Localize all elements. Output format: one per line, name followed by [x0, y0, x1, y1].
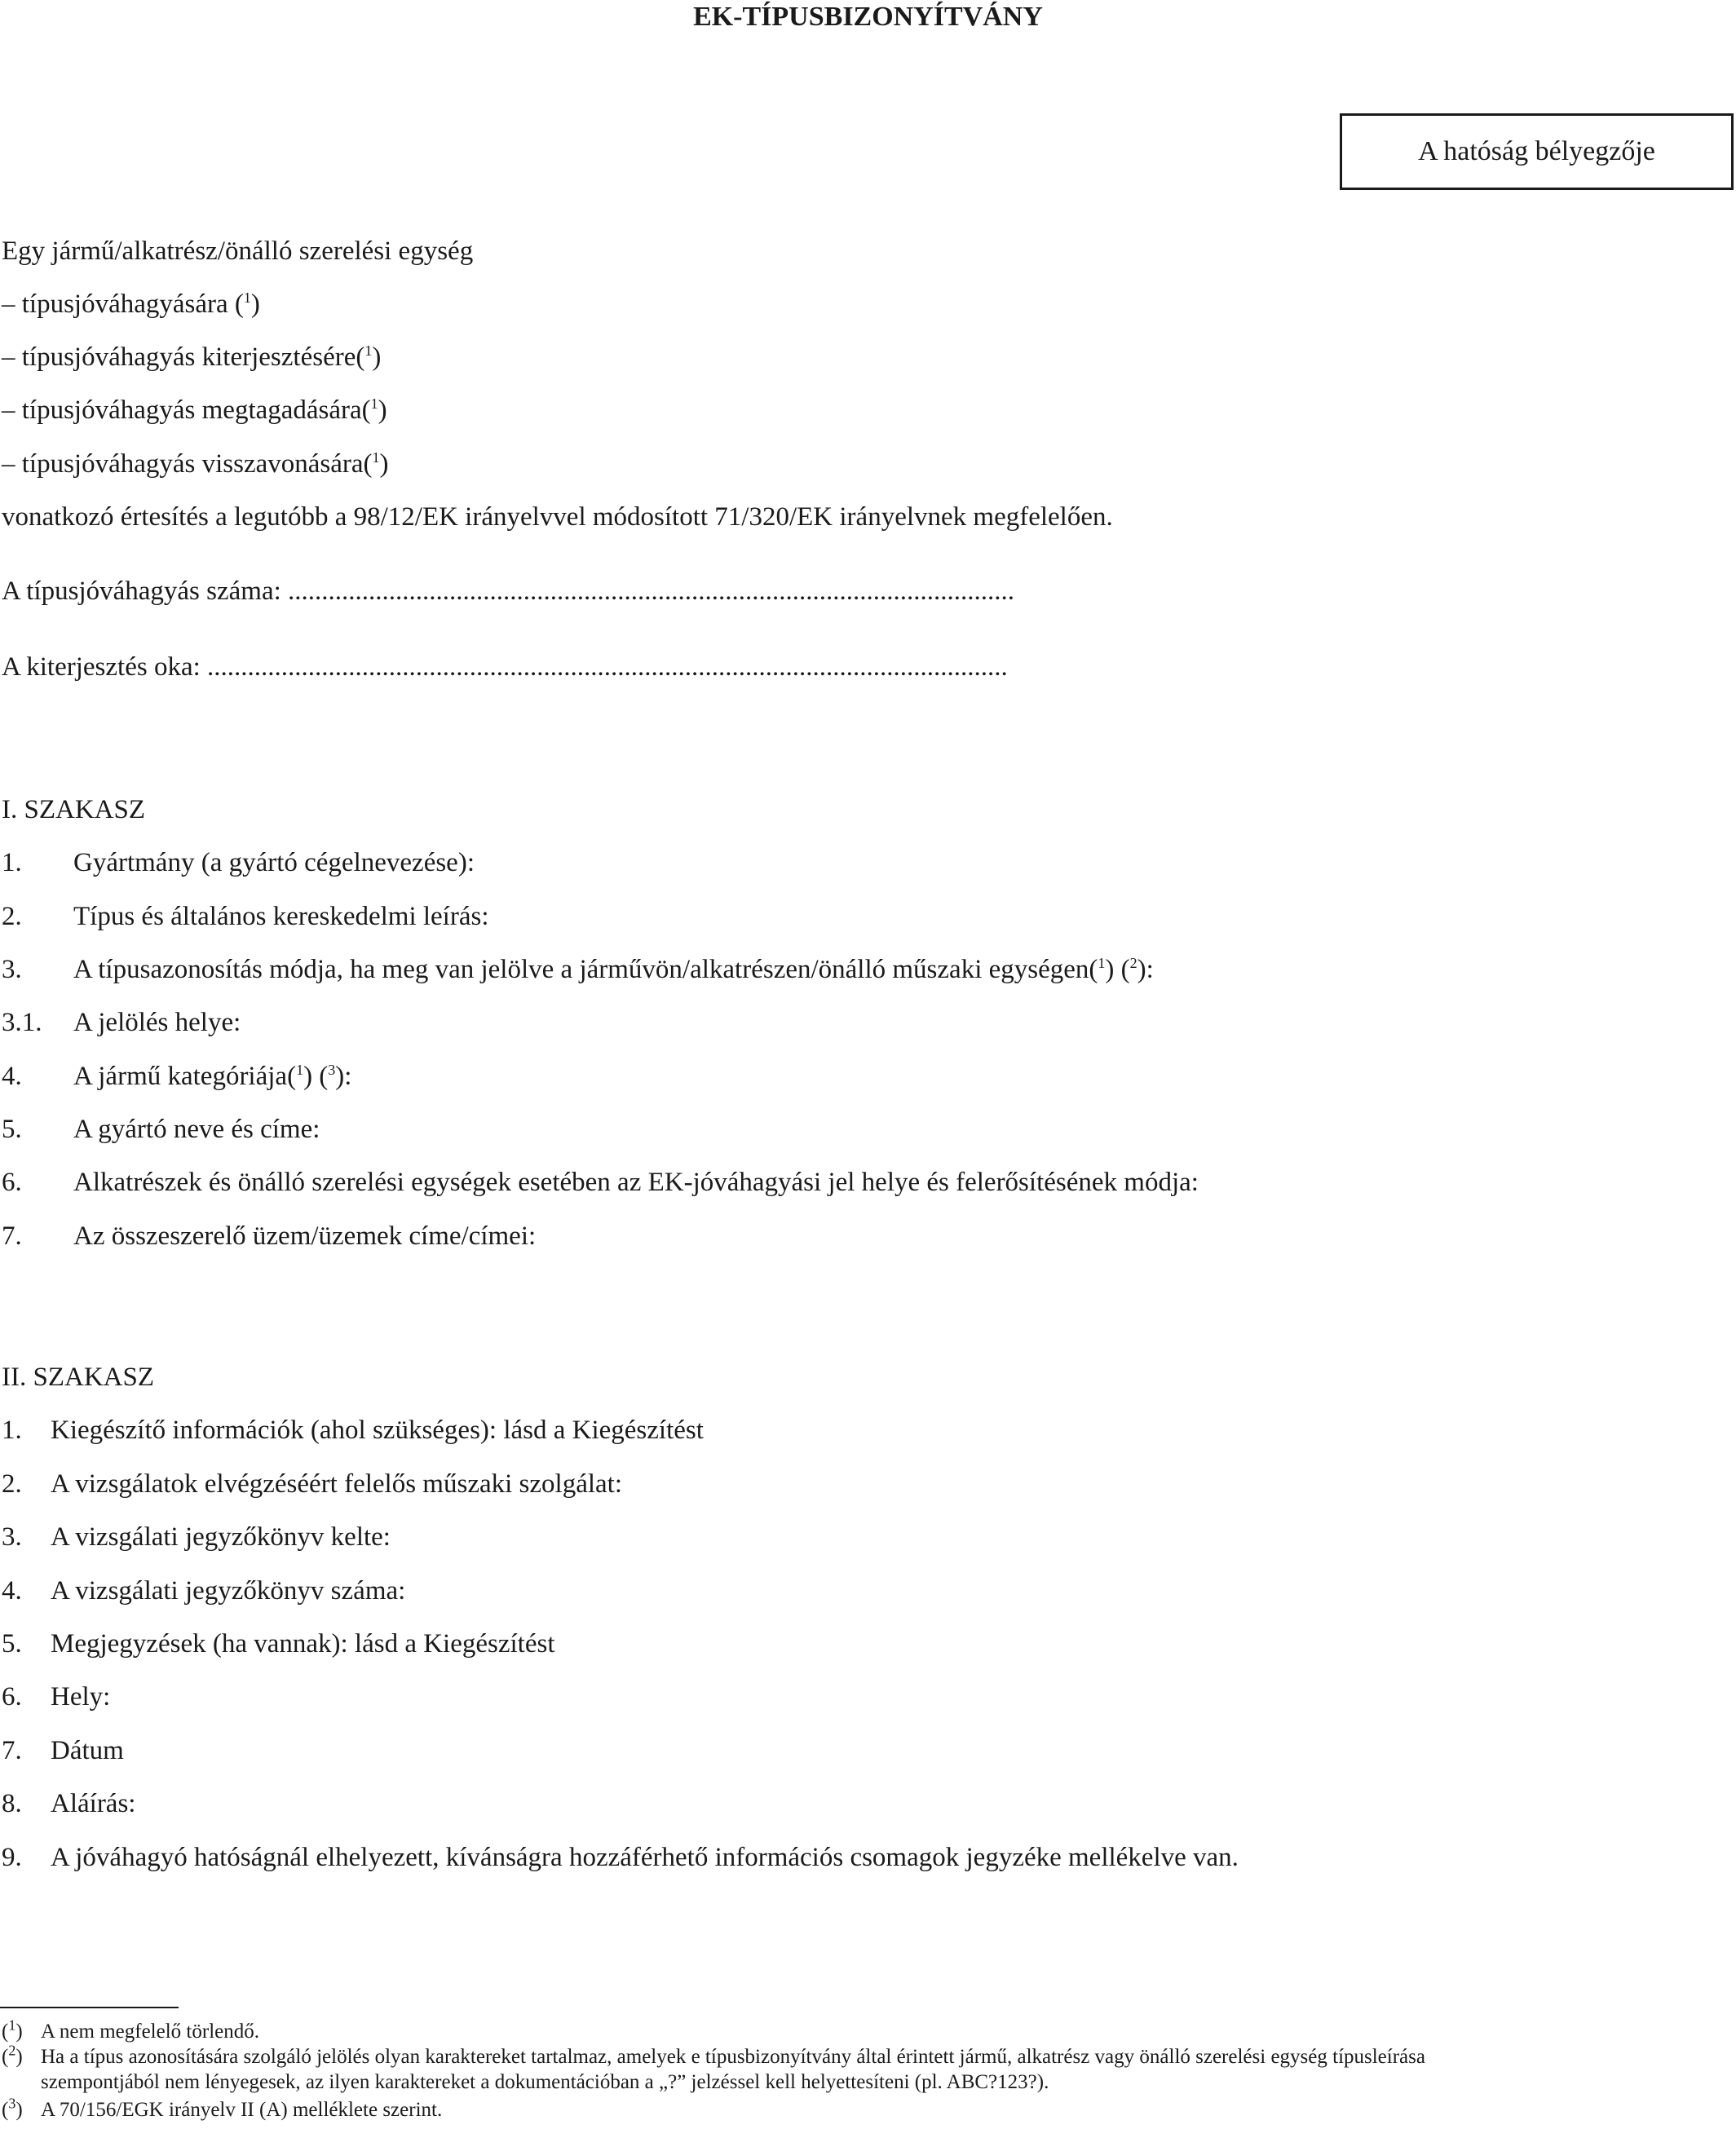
- item-text: A vizsgálati jegyzőkönyv száma:: [51, 1576, 406, 1606]
- item-number: 5.: [2, 1115, 22, 1144]
- intro-item: – típusjóváhagyás megtagadására($^1$): [2, 395, 387, 425]
- stamp-label: A hatóság bélyegzője: [1418, 136, 1655, 166]
- footnote-mark: ($^3$): [2, 2095, 23, 2121]
- item-number: 6.: [2, 1168, 22, 1197]
- item-text: A jármű kategóriája($^1$) ($^3$):: [73, 1062, 352, 1091]
- section1-heading: I. SZAKASZ: [2, 795, 146, 824]
- item-number: 1.: [2, 848, 22, 877]
- approval-number-label: A típusjóváhagyás száma:: [2, 576, 281, 606]
- item-number: 9.: [2, 1843, 22, 1872]
- item-number: 2.: [2, 1469, 22, 1499]
- footnote-text: A nem megfelelő törlendő.: [41, 2021, 259, 2043]
- item-text: A típusazonosítás módja, ha meg van jelölve a járművön/alkatrészen/önálló műszaki egységen($^1$) ($^2$):: [73, 955, 1154, 984]
- item-text: Az összeszerelő üzem/üzemek címe/címei:: [73, 1221, 537, 1251]
- footnote-text: A 70/156/EGK irányelv II (A) melléklete szerint.: [41, 2099, 443, 2121]
- authority-stamp-box: [1340, 113, 1734, 190]
- item-text: Hely:: [51, 1682, 111, 1712]
- item-text: Aláírás:: [51, 1789, 136, 1818]
- extension-reason-label: A kiterjesztés oka:: [2, 652, 201, 682]
- section2-heading: II. SZAKASZ: [2, 1363, 154, 1392]
- item-text: A vizsgálati jegyzőkönyv kelte:: [51, 1522, 391, 1552]
- item-text: Típus és általános kereskedelmi leírás:: [73, 902, 489, 931]
- extension-reason-field: [2, 652, 1008, 682]
- intro-item: – típusjóváhagyására ($^1$): [2, 289, 260, 319]
- item-number: 6.: [2, 1682, 22, 1712]
- intro-closing: vonatkozó értesítés a legutóbb a 98/12/EK irányelvvel módosított 71/320/EK irányelvnek megfelelően.: [2, 502, 1113, 532]
- item-number: 4.: [2, 1576, 22, 1606]
- footnote-separator: [0, 2007, 179, 2008]
- item-number: 7.: [2, 1221, 22, 1251]
- intro-item: – típusjóváhagyás visszavonására($^1$): [2, 449, 389, 479]
- item-text: Megjegyzések (ha vannak): lásd a Kiegészítést: [51, 1629, 555, 1659]
- intro-line: Egy jármű/alkatrész/önálló szerelési egység: [2, 236, 474, 266]
- footnote-text: Ha a típus azonosítására szolgáló jelölés olyan karaktereket tartalmaz, amelyek e típusbizonyítvány által érintett jármű, alkatrész vagy önálló szerelési egység típusleírása: [41, 2046, 1425, 2068]
- document-title: EK-TÍPUSBIZONYÍTVÁNY: [693, 2, 1043, 32]
- item-text: A jóváhagyó hatóságnál elhelyezett, kívánságra hozzáférhető információs csomagok jegyzéke mellékelve van.: [51, 1843, 1239, 1872]
- item-number: 4.: [2, 1062, 22, 1091]
- footnote-mark: ($^1$): [2, 2016, 23, 2043]
- footnote-mark: ($^2$): [2, 2042, 23, 2068]
- item-text: A jelölés helye:: [73, 1008, 241, 1037]
- item-number: 7.: [2, 1736, 22, 1765]
- item-text: Alkatrészek és önálló szerelési egységek esetében az EK-jóváhagyási jel helye és felerősítésének módja:: [73, 1168, 1199, 1197]
- item-number: 8.: [2, 1789, 22, 1818]
- item-text: Kiegészítő információk (ahol szükséges): lásd a Kiegészítést: [51, 1416, 704, 1445]
- item-number: 3.: [2, 955, 22, 984]
- item-text: Dátum: [51, 1736, 124, 1765]
- item-number: 1.: [2, 1416, 22, 1445]
- approval-number-dots: ............................................................................................................: [288, 576, 1015, 606]
- extension-reason-dots: .......................................................................................................................: [207, 652, 1008, 682]
- item-text: A vizsgálatok elvégzéséért felelős műszaki szolgálat:: [51, 1469, 622, 1499]
- footnote-text: szempontjából nem lényegesek, az ilyen karaktereket a dokumentációban a „?” jelzéssel kell helyettesíteni (pl. ABC?123?).: [41, 2071, 1049, 2093]
- item-number: 3.: [2, 1522, 22, 1552]
- approval-number-field: [2, 576, 1014, 607]
- intro-item: – típusjóváhagyás kiterjesztésére($^1$): [2, 342, 382, 372]
- item-number: 5.: [2, 1629, 22, 1659]
- item-number: 2.: [2, 902, 22, 931]
- item-text: A gyártó neve és címe:: [73, 1115, 320, 1144]
- item-number: 3.1.: [2, 1008, 42, 1037]
- item-text: Gyártmány (a gyártó cégelnevezése):: [73, 848, 475, 877]
